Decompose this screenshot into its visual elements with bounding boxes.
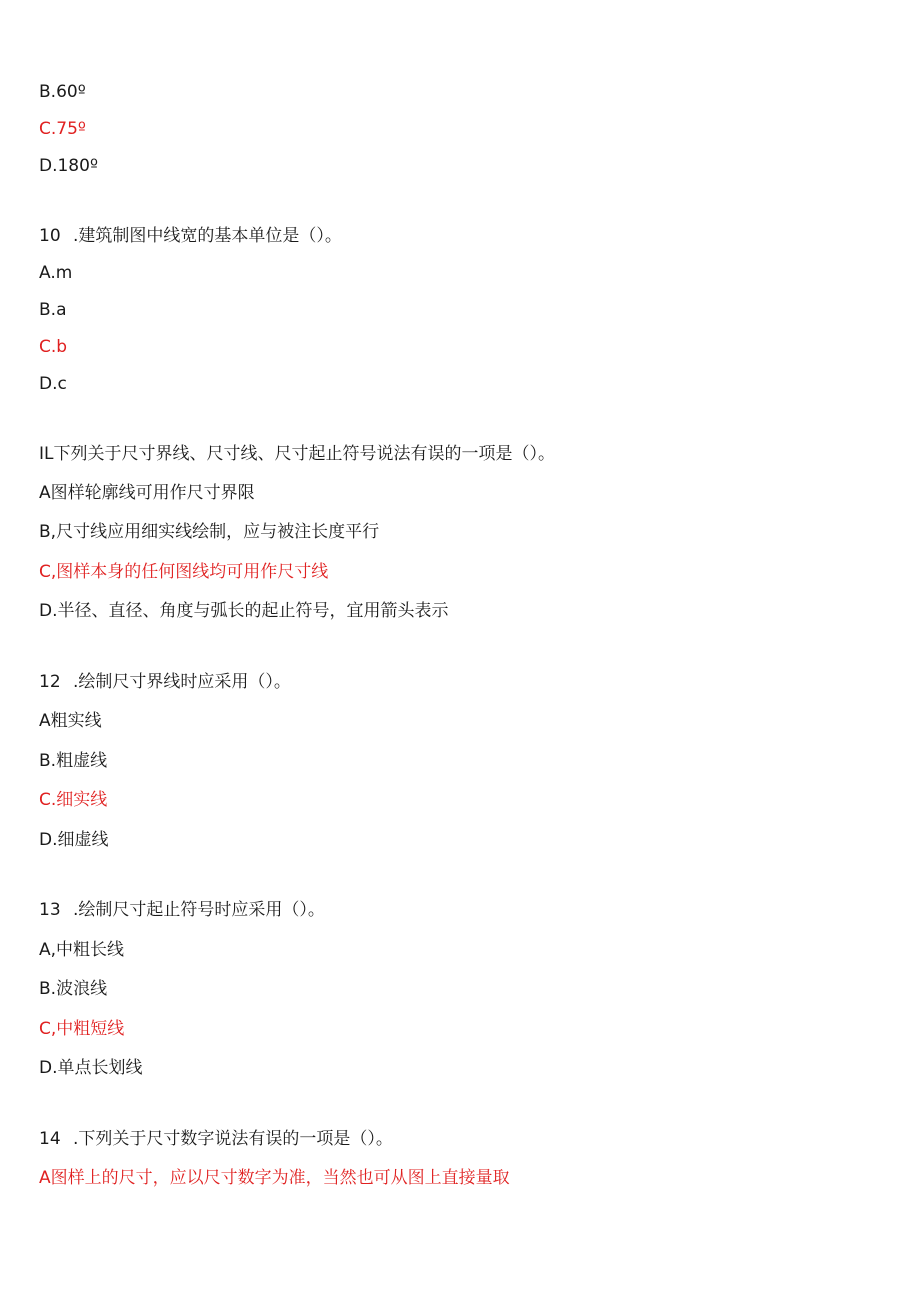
q10-option-b: B.a [39,300,67,320]
q13-stem [39,899,325,921]
q13-text: .绘制尺寸起止符号时应采用（）。 [73,900,325,920]
q10-text: .建筑制图中线宽的基本单位是（）。 [73,226,342,246]
q14-option-a-answer: A图样上的尺寸，应以尺寸数字为准，当然也可从图上直接量取 [39,1168,510,1188]
q13-option-b: B.波浪线 [39,979,108,999]
q14-stem [39,1128,393,1150]
q12-stem [39,671,291,693]
q13-option-a: A,中粗长线 [39,940,125,960]
q10-number: 10 [39,226,61,246]
q11-option-d: D.半径、直径、角度与弧长的起止符号，宜用箭头表示 [39,601,449,621]
q9-option-d: D.180º [39,156,98,176]
q12-option-a: A粗实线 [39,711,102,731]
q11-option-c-answer: C,图样本身的任何图线均可用作尺寸线 [39,562,329,582]
q11-option-a: A图样轮廓线可用作尺寸界限 [39,483,255,503]
q10-stem [39,225,342,247]
q10-option-a: A.m [39,263,73,283]
q12-option-c-answer: C.细实线 [39,790,108,810]
q12-number: 12 [39,672,61,692]
q13-option-d: D.单点长划线 [39,1058,143,1078]
q9-option-c-answer: C.75º [39,119,86,139]
q14-text: .下列关于尺寸数字说法有误的一项是（）。 [73,1129,393,1149]
q10-option-d: D.c [39,374,67,394]
q12-text: .绘制尺寸界线时应采用（）。 [73,672,291,692]
q13-number: 13 [39,900,61,920]
q14-number: 14 [39,1129,61,1149]
q11-stem: IL下列关于尺寸界线、尺寸线、尺寸起止符号说法有误的一项是（）。 [39,444,555,464]
q9-option-b: B.60º [39,82,86,102]
q12-option-d: D.细虚线 [39,830,109,850]
q13-option-c-answer: C,中粗短线 [39,1019,125,1039]
q10-option-c-answer: C.b [39,337,68,357]
q11-option-b: B,尺寸线应用细实线绘制，应与被注长度平行 [39,522,380,542]
q12-option-b: B.粗虚线 [39,751,108,771]
